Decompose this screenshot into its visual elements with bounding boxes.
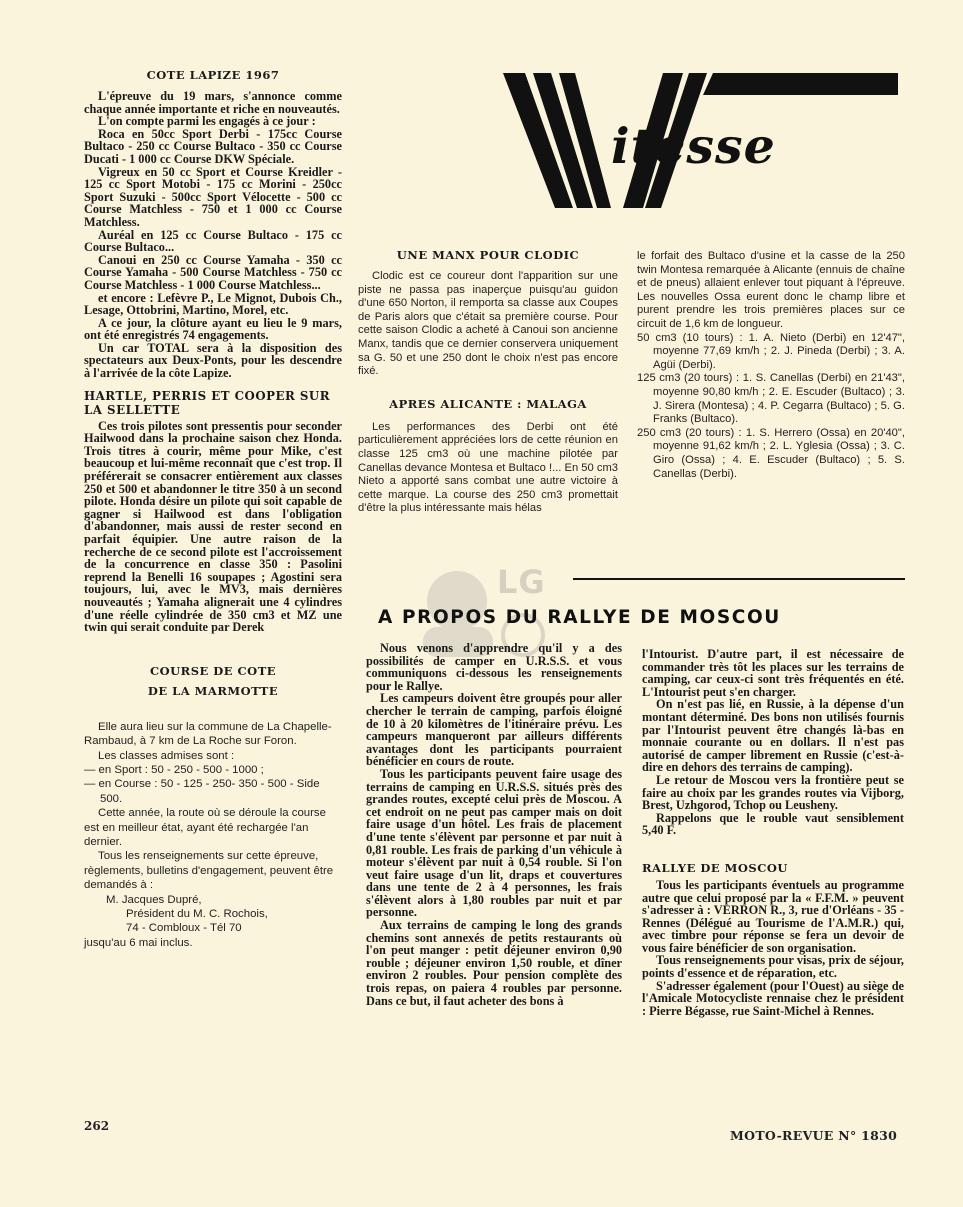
paragraph: L'épreuve du 19 mars, s'annonce comme chaque année importante et riche en nouveautés.: [84, 89, 342, 116]
paragraph: On n'est pas lié, en Russie, à la dépense d'un montant déterminé. Des bons non utilisés fournis par l'Intourist peuvent être changés là-bas en monnaie courante ou en dollars. Il n'est pas autorisé de camper librement en Russie (c'est-à-dire en dehors des terrains de camping).: [642, 697, 904, 775]
heading-hartle: HARTLE, PERRIS ET COOPER SUR LA SELLETTE: [84, 388, 330, 417]
paragraph: Les campeurs doivent être groupés pour aller chercher le terrain de camping, parfois éloigné de 10 à 20 kilomètres de l'itinéraire prévu. Les campeurs manqueront par ailleurs différents avantages dont les participants pourraient bénéficier en cours de route.: [366, 691, 622, 769]
result-125cc: 125 cm3 (20 tours) : 1. S. Canellas (Derbi) en 21'43", moyenne 90,80 km/h ; 2. E. Escuder (Bultaco) ; 3. J. Sirera (Montesa) ; 4. P. Cegarra (Bultaco) ; 5. G. Franks (Bultaco).: [637, 372, 905, 426]
paragraph: le forfait des Bultaco d'usine et la casse de la 250 twin Montesa remarquée à Alicante (ennuis de chaîne et de pneus) allaient enlever tout piquant à l'épreuve. Les nouvelles Ossa eurent donc le champ libre et purent prendre les trois premières places sur ce circuit de 1,6 km de longueur.: [637, 250, 905, 330]
heading-cote-lapize: COTE LAPIZE 1967: [146, 68, 280, 82]
paragraph: Tous les participants éventuels au programme autre que celui proposé par la « F.F.M. » peuvent s'adresser à : VERRON R., 3, rue d'Orléans - 35 - Rennes (Délégué au Tourisme de l'A.M.R.) qui, avec timbre pour réponse se fera un devoir de vous faire bénéficier de son organisation.: [642, 877, 904, 955]
paragraph: et encore : Lefèvre P., Le Mignot, Dubois Ch., Lesage, Ottobrini, Martino, Morel, etc.: [84, 290, 342, 318]
paragraph: Auréal en 125 cc Course Bultaco - 175 cc Course Bultaco...: [84, 227, 342, 255]
class-list-item: — en Sport : 50 - 250 - 500 - 1000 ;: [84, 763, 264, 776]
paragraph: Elle aura lieu sur la commune de La Chapelle-Rambaud, à 7 km de La Roche sur Foron.: [84, 720, 332, 748]
result-50cc: 50 cm3 (10 tours) : 1. A. Nieto (Derbi) en 12'47", moyenne 77,69 km/h ; 2. J. Pineda (Derbi) ; 3. A. Agüi (Derbi).: [637, 331, 905, 371]
watermark-text: LG: [497, 563, 546, 601]
paragraph: Ces trois pilotes sont pressentis pour seconder Hailwood dans la prochaine saison chez Honda. Trois titres à courir, même pour Mike, c'est beaucoup et lui-même reconnaît que c'est trop. Il préférerait se consacrer entièrement aux classes 250 et 500 et abandonner le titre 350 à un second pilote. Honda désire un pilote qui soit capable de gagner si Hailwood est dans l'obligation d'abandonner, mais aussi de rester second en parfait équipier. Une autre raison de la recherche de ce second pilote est l'accroissement de la concurrence en classe 350 : Pasolini reprend la Benelli 16 soupapes ; Agostini sera toujours, lui, avec le MV3, mais dernières nouveautés ; Yamaha alignerait une 4 cylindres d'une réelle cylindrée de 350 cm3 et MZ une twin qui serait conduite par Derek: [84, 418, 342, 635]
paragraph: l'Intourist. D'autre part, il est nécessaire de commander très tôt les places sur les terrains de camping, car ceux-ci sont très fréquentés en été. L'Intourist peut s'en charger.: [642, 647, 904, 699]
column-moscou-right: [642, 648, 904, 1017]
paragraph: A ce jour, la clôture ayant eu lieu le 9 mars, ont été enregistrés 74 engagements.: [84, 315, 342, 343]
heading-manx: UNE MANX POUR CLODIC: [396, 248, 580, 262]
contact-line: Président du M. C. Rochois,: [126, 908, 268, 921]
paragraph: Tous renseignements pour visas, prix de séjour, points d'essence et de réparation, etc.: [642, 953, 904, 981]
page-number: 262: [84, 1119, 110, 1133]
heading-alicante: APRES ALICANTE : MALAGA: [389, 396, 587, 411]
deadline: jusqu'au 6 mai inclus.: [84, 936, 193, 949]
paragraph: Aux terrains de camping le long des grands chemins sont annexés de petits restaurants où l'on peut manger : petit déjeuner environ 0,90 rouble ; déjeuner environ 1,50 rouble, et dîner environ 2 roubles. Pour pension complète des trois repas, on paiera 4 roubles par personne. Dans ce but, il faut acheter des bons à: [366, 918, 622, 1008]
paragraph: Roca en 50cc Sport Derbi - 175cc Course Bultaco - 250 cc Course Bultaco - 350 cc Course Ducati - 1 000 cc Course DKW Spéciale.: [84, 126, 342, 166]
column-middle: [358, 248, 618, 516]
column-left: [84, 68, 342, 950]
magazine-issue: MOTO-REVUE N° 1830: [730, 1128, 898, 1143]
paragraph: Tous les participants peuvent faire usage des terrains de camping en U.R.S.S. situés près des grandes routes, excepté celui près de Moscou. A cet endroit on ne peut pas camper mais on doit faire usage d'un hôtel. Les frais de placement d'une tente s'élèvent par personne et par nuit à 0,81 rouble. Les frais de parking d'un véhicule à moteur s'élèvent par nuit à 0,54 rouble. Si l'on veut faire usage d'un lit, draps et couvertures dans une tente de 2 à 4 personnes, les frais s'élèvent alors à 1,80 roubles par nuit et par personne.: [366, 766, 622, 920]
contact-line: M. Jacques Dupré,: [106, 893, 202, 906]
contact-line: 74 - Combloux - Tél 70: [126, 922, 242, 935]
vitesse-logo: [503, 73, 898, 213]
paragraph: L'on compte parmi les engagés à ce jour :: [98, 114, 316, 129]
heading-marmotte-1: COURSE DE COTE: [149, 663, 277, 678]
paragraph: Les classes admises sont :: [98, 749, 235, 762]
heading-marmotte-2: DE LA MARMOTTE: [147, 683, 279, 698]
paragraph: Clodic est ce coureur dont l'apparition sur une piste ne passa pas inaperçue puisqu'au guidon d'une 650 Norton, il remporta sa classe aux Coupes de Paris alors que c'était sa première course. Pour cette saison Clodic a acheté à Canoui son ancienne Manx, tandis que ce dernier conservera uniquement sa G. 50 et une 250 dont le choix n'est pas encore fixé.: [358, 270, 618, 378]
paragraph: Rappelons que le rouble vaut sensiblement 5,40 F.: [642, 810, 904, 838]
heading-moscou: A PROPOS DU RALLYE DE MOSCOU: [378, 607, 781, 628]
paragraph: Vigreux en 50 cc Sport et Course Kreidler - 125 cc Sport Motobi - 175 cc Morini - 250cc Sport Suzuki - 500cc Sport Vélocette - 500 cc Course Matchless - 750 et 1 000 cc Course Matchless.: [84, 164, 342, 229]
paragraph: Un car TOTAL sera à la disposition des spectateurs aux Deux-Ponts, pour les descendre à l'arrivée de la côte Lapize.: [84, 340, 342, 381]
column-moscou-left: [366, 642, 622, 1007]
paragraph: Tous les renseignements sur cette épreuve, règlements, bulletins d'engagement, peuvent être demandés à :: [84, 850, 334, 892]
paragraph: Les performances des Derbi ont été particulièrement appréciées lors de cette réunion en classe 125 cm3 où une machine pilotée par Canellas devance Montesa et Bultaco !... En 50 cm3 Nieto a apporté sans combat une autre victoire à cette marque. La course des 250 cm3 promettait d'être la plus intéressante mais hélas: [358, 420, 618, 515]
logo-word: itesse: [611, 117, 776, 175]
paragraph: Canoui en 250 cc Course Yamaha - 350 cc Course Yamaha - 500 Course Matchless - 750 cc Course Matchless - 1 000 Course Matchless...: [84, 252, 342, 292]
class-list-item: — en Course : 50 - 125 - 250- 350 - 500 - Side 500.: [84, 778, 320, 805]
divider: [573, 578, 905, 580]
paragraph: Nous venons d'apprendre qu'il y a des possibilités de camper en U.R.S.S. et vous communiquons ci-dessous les renseignements pour le Rallye.: [366, 641, 622, 693]
paragraph: Le retour de Moscou vers la frontière peut se faire au choix par les grandes routes via Vijborg, Brest, Uzhgorod, Tchop ou Leusheny.: [642, 772, 904, 813]
paragraph: Cette année, la route où se déroule la course est en meilleur état, ayant été rechargée l'an dernier.: [84, 807, 326, 848]
paragraph: S'adresser également (pour l'Ouest) au siège de l'Amicale Motocycliste rennaise chez le président : Pierre Bégasse, rue Saint-Michel à Rennes.: [642, 978, 904, 1018]
result-250cc: 250 cm3 (20 tours) : 1. S. Herrero (Ossa) en 20'40", moyenne 91,62 km/h ; 2. L. Yglesia (Ossa) ; 3. C. Giro (Ossa) ; 4. E. Escuder (Bultaco) ; 5. S. Canellas (Derbi).: [637, 426, 905, 480]
column-right: [637, 250, 905, 481]
heading-rallye: RALLYE DE MOSCOU: [642, 860, 788, 875]
